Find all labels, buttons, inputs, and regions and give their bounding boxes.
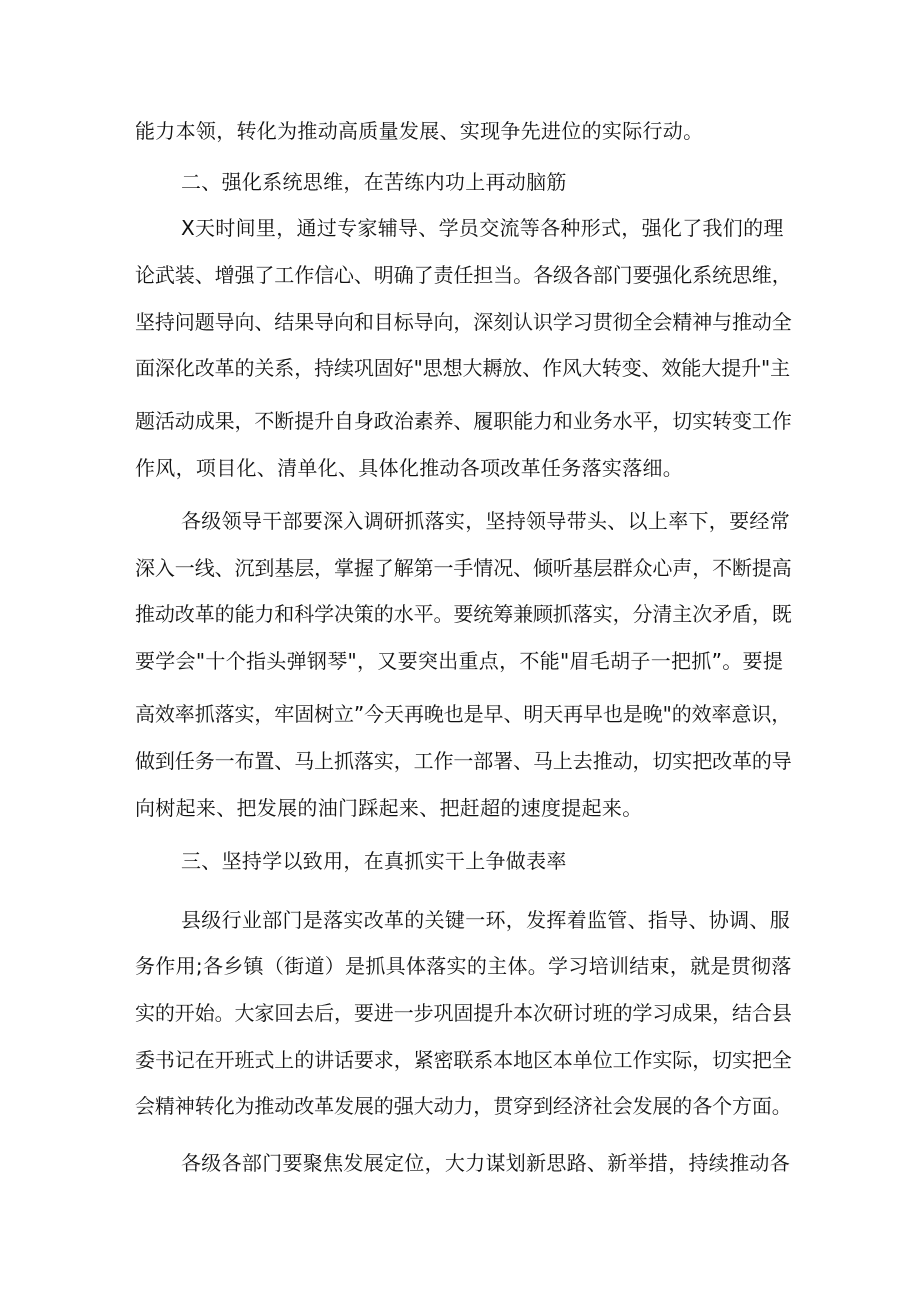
section-heading: 三、坚持学以致用，在真抓实干上争做表率	[181, 849, 567, 873]
text-line: X天时间里，通过专家辅导、学员交流等各种形式，强化了我们的理	[181, 216, 784, 240]
text-line: 推动改革的能力和科学决策的水平。要统筹兼顾抓落实，分清主次矛盾，既	[135, 602, 792, 626]
text-line: 做到任务一布置、马上抓落实，工作一部署、马上去推动，切实把改革的导	[135, 749, 792, 773]
text-line: 面深化改革的关系，持续巩固好"思想大耨放、作风大转变、效能大提升"主	[135, 356, 790, 380]
text-line: 务作用;各乡镇（街道）是抓具体落实的主体。学习培训结束，就是贯彻落	[135, 954, 792, 978]
text-line: 各级各部门要聚焦发展定位，大力谋划新思路、新举措，持续推动各	[181, 1151, 790, 1175]
text-line: 深入一线、沉到基层，掌握了解第一手情况、倾听基层群众心声，不断提高	[135, 556, 792, 580]
text-line: 县级行业部门是落实改革的关键一环，发挥着监管、指导、协调、服	[181, 908, 790, 932]
text-line: 能力本领，转化为推动高质量发展、实现争先进位的实际行动。	[135, 119, 704, 143]
text-line: 论武装、增强了工作信心、明确了责任担当。各级各部门要强化系统思维，	[135, 263, 792, 287]
text-line: 各级领导干部要深入调研抓落实，坚持领导带头、以上率下，要经常	[181, 509, 790, 533]
text-line: 作风，项目化、清单化、具体化推动各项改革任务落实落细。	[135, 456, 684, 480]
text-line: 题活动成果，不断提升自身政治素养、履职能力和业务水平，切实转变工作	[135, 409, 792, 433]
text-line: 委书记在开班式上的讲话要求，紧密联系本地区本单位工作实际，切实把全	[135, 1048, 792, 1072]
section-heading: 二、强化系统思维，在苦练内功上再动脑筋	[181, 170, 567, 194]
text-line: 高效率抓落实，牢固树立”今天再晚也是早、明天再早也是晚"的效率意识，	[135, 702, 792, 726]
text-line: 实的开始。大家回去后，要进一步巩固提升本次研讨班的学习成果，结合县	[135, 1001, 792, 1025]
text-line: 向树起来、把发展的油门踩起来、把赶超的速度提起来。	[135, 796, 643, 820]
text-line: 要学会"十个指头弹钢琴"，又要突出重点，不能"眉毛胡子一把抓”。要提	[135, 649, 784, 673]
text-line: 会精神转化为推动改革发展的强大动力，贯穿到经济社会发展的各个方面。	[135, 1094, 792, 1118]
text-line: 坚持问题导向、结果导向和目标导向，深刻认识学习贯彻全会精神与推动全	[135, 310, 792, 334]
